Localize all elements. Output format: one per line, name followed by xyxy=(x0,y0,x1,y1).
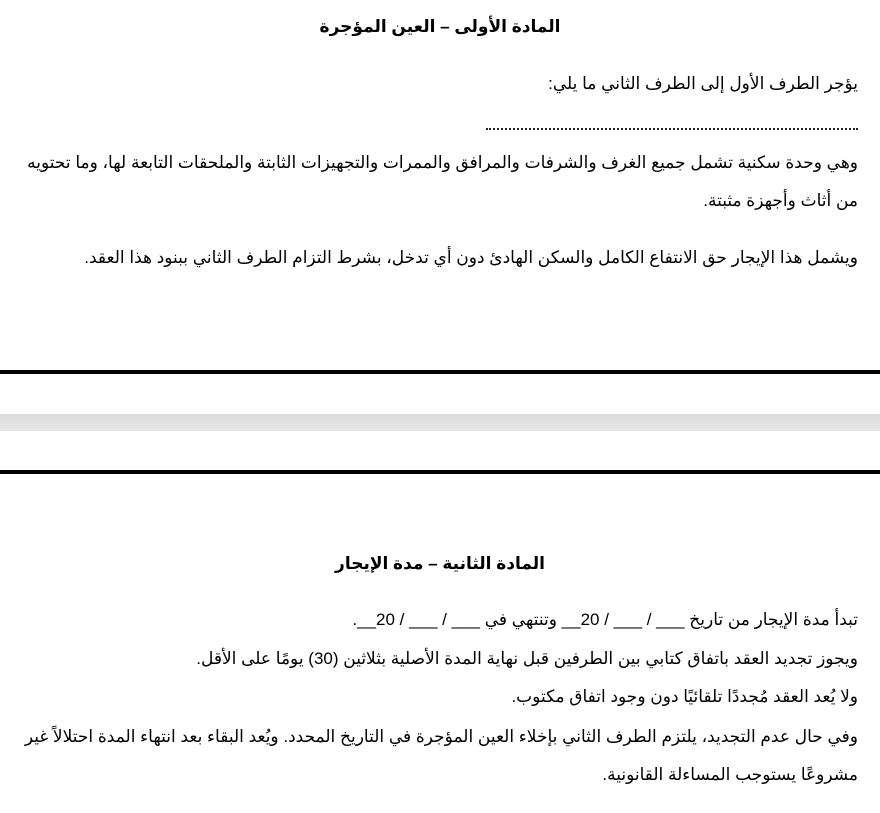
article-2-renewal: ويجوز تجديد العقد باتفاق كتابي بين الطرفين قبل نهاية المدة الأصلية بثلاثين (30) يومًا على الأقل. xyxy=(196,649,858,668)
document-page-1 xyxy=(0,0,880,370)
article-1-scope: ويشمل هذا الإيجار حق الانتفاع الكامل والسكن الهادئ دون أي تدخل، بشرط التزام الطرف الثاني ببنود هذا العقد. xyxy=(84,248,858,267)
article-2-term-dates: تبدأ مدة الإيجار من تاريخ ___ / ___ / 20__ وتنتهي في ___ / ___ / 20__. xyxy=(352,610,858,629)
page-separator xyxy=(0,414,880,431)
article-1-blank-fill-line xyxy=(486,126,858,130)
page-1-bottom-edge xyxy=(0,370,880,374)
article-1-intro: يؤجر الطرف الأول إلى الطرف الثاني ما يلي: xyxy=(548,74,858,93)
article-1-title: المادة الأولى – العين المؤجرة xyxy=(319,17,561,36)
article-2-title: المادة الثانية – مدة الإيجار xyxy=(335,554,545,573)
article-2-non-renewal: وفي حال عدم التجديد، يلتزم الطرف الثاني بإخلاء العين المؤجرة في التاريخ المحدد. ويُعد البقاء بعد انتهاء المدة احتلالاً غير مشروعًا يستوجب المساءلة القانونية. xyxy=(24,727,858,784)
article-1-description: وهي وحدة سكنية تشمل جميع الغرف والشرفات والمرافق والممرات والتجهيزات الثابتة والملحقات التابعة لها، وما تحتويه من أثاث وأجهزة مثبتة. xyxy=(27,153,858,210)
document-page-2 xyxy=(0,474,880,813)
article-2-no-auto-renewal: ولا يُعد العقد مُجددًا تلقائيًا دون وجود اتفاق مكتوب. xyxy=(511,687,858,706)
